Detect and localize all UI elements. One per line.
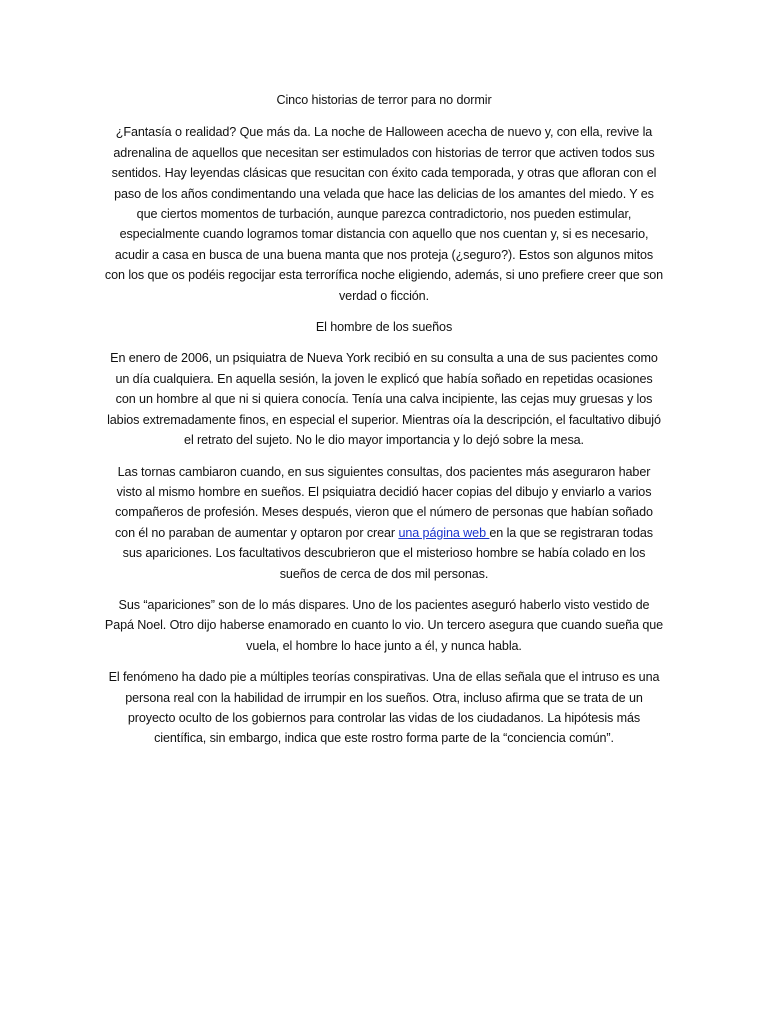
document-title: Cinco historias de terror para no dormir [276, 93, 492, 107]
intro-paragraph: ¿Fantasía o realidad? Que más da. La noche de Halloween acecha de nuevo y, con ella, revive la adrenalina de aquellos que necesitan ser estimulados con historias de terror que activen todos sus sentidos. Hay leyendas clásicas que resucitan con éxito cada temporada, y otras que afloran con el paso de los años condimentando una velada que hace las delicias de los amantes del miedo. Y es que ciertos momentos de turbación, aunque parezca contradictorio, nos pueden estimular, especialmente cuando logramos tomar distancia con aquello que nos cuentan y, si es necesario, acudir a casa en busca de una buena manta que nos proteja (¿seguro?). Estos son algunos mitos con los que os podéis regocijar esta terrorífica noche eligiendo, además, si uno prefiere creer que son verdad o ficción. [104, 125, 664, 303]
paragraph-2 [104, 462, 664, 584]
paragraph-4: El fenómeno ha dado pie a múltiples teorías conspirativas. Una de ellas señala que el intruso es una persona real con la habilidad de irrumpir en los sueños. Otra, incluso afirma que se trata de un proyecto oculto de los gobiernos para controlar las vidas de los ciudadanos. La hipótesis más científica, sin embargo, indica que este rostro forma parte de la “conciencia común”. [108, 670, 660, 746]
section-title: El hombre de los sueños [315, 320, 453, 335]
paragraph-2-text-before: Las tornas cambiaron cuando, en sus siguientes consultas, dos pacientes más aseguraron haber visto al mismo hombre en sueños. El psiquiatra decidió hacer copias del dibujo y enviarlo a varios compañeros de profesión. Meses después, vieron que el número de personas que habían soñado con él no paraban de aumentar y optaron por crear [114, 464, 653, 540]
paragraph-3: Sus “apariciones” son de lo más dispares. Uno de los pacientes aseguró haberlo visto vestido de Papá Noel. Otro dijo haberse enamorado en cuanto lo vio. Un tercero asegura que cuando sueña que vuela, el hombre lo hace junto a él, y nunca habla. [104, 597, 664, 653]
web-page-link[interactable]: una página web [398, 525, 490, 540]
paragraph-1: En enero de 2006, un psiquiatra de Nueva York recibió en su consulta a una de sus pacientes como un día cualquiera. En aquella sesión, la joven le explicó que había soñado en repetidas ocasiones con un hombre al que ni si quiera conocía. Tenía una calva incipiente, las cejas muy gruesas y los labios extremadamente finos, en especial el superior. Mientras oía la descripción, el facultativo dibujó el retrato del sujeto. No le dio mayor importancia y lo dejó sobre la mesa. [107, 351, 661, 448]
document-body [104, 90, 664, 760]
paragraph-2-text-after: en la que se registraran todas sus apariciones. Los facultativos descubrieron que el misterioso hombre se había colado en los sueños de cerca de dos mil personas. [122, 525, 653, 581]
